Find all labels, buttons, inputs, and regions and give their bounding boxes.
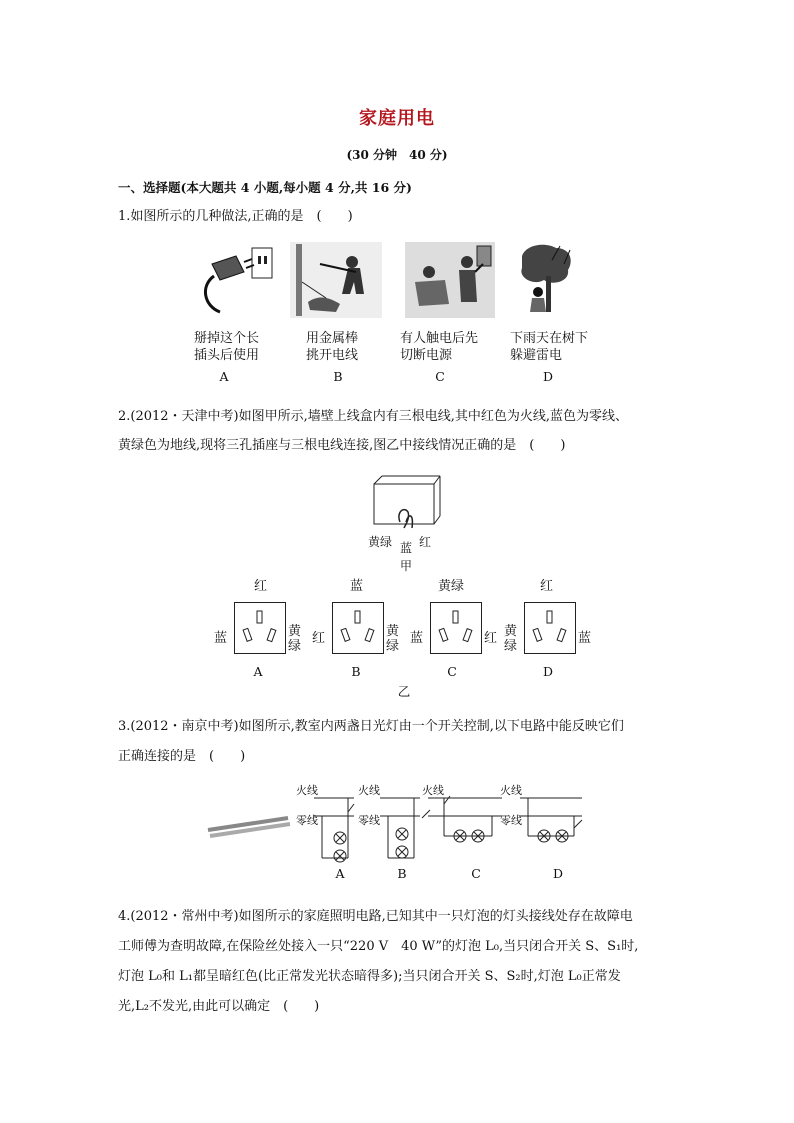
q3-b-fire-label: 火线 [358, 784, 380, 797]
socket-a-top-label: 红 [254, 579, 268, 594]
q3-c-fire-label: 火线 [422, 784, 444, 797]
q2-letter-c: C [447, 664, 457, 679]
socket-d-left-label: 黄 绿 [504, 624, 518, 654]
q2-box-label-red: 红 [419, 535, 432, 549]
q2-socket-c [410, 578, 500, 664]
socket-a-right-label: 黄 绿 [288, 624, 302, 654]
q3-d-zero-label: 零线 [500, 814, 522, 827]
q1-image-power-cut [405, 242, 495, 318]
q1-stem: 1.如图所示的几种做法,正确的是 ( ) [118, 209, 353, 224]
q1-letter-b: B [333, 369, 343, 384]
socket-c-left-label: 蓝 [410, 631, 424, 646]
q2-stem-line2: 黄绿色为地线,现将三孔插座与三根电线连接,图乙中接线情况正确的是 ( ) [118, 438, 566, 453]
q4-stem-line2: 工师傅为查明故障,在保险丝处接入一只“220 V 40 W”的灯泡 L₀,当只闭合开关 S、S₁时, [118, 939, 639, 954]
q3-fluorescent-tubes [204, 814, 292, 838]
section-heading: 一、选择题(本大题共 4 小题,每小题 4 分,共 16 分) [118, 180, 412, 195]
q3-d-fire-label: 火线 [500, 784, 522, 797]
socket-d-top-label: 红 [540, 579, 554, 594]
socket-a-left-label: 蓝 [214, 631, 228, 646]
q1-letter-a: A [219, 369, 229, 384]
q3-letter-c: C [471, 866, 481, 881]
q3-letter-d: D [552, 866, 564, 881]
q4-stem-line1: 4.(2012・常州中考)如图所示的家庭照明电路,已知其中一只灯泡的灯头接线处存在故障电 [118, 909, 633, 924]
q1-option-a-text: 掰掉这个长 插头后使用 [194, 331, 260, 363]
page-subtitle: (30 分钟 40 分) [346, 148, 448, 162]
socket-a-face [234, 602, 286, 654]
socket-b-face [332, 602, 384, 654]
q1-option-c-text: 有人触电后先 切断电源 [400, 331, 479, 363]
q2-box-label-yellow-green: 黄绿 [368, 535, 393, 549]
q2-figure-jia-caption: 甲 [400, 559, 413, 573]
q2-letter-a: A [253, 664, 263, 679]
q1-letter-c: C [435, 369, 445, 384]
socket-b-right-label: 黄 绿 [386, 624, 400, 654]
q2-socket-a [214, 578, 304, 664]
socket-c-top-label: 黄绿 [438, 579, 465, 594]
page-title: 家庭用电 [359, 108, 435, 129]
q3-a-zero-label: 零线 [296, 814, 318, 827]
q2-letter-d: D [542, 664, 554, 679]
q2-box-label-blue: 蓝 [400, 541, 413, 555]
q3-letter-a: A [335, 866, 345, 881]
q1-image-metal-rod [290, 242, 382, 318]
q2-letter-b: B [351, 664, 361, 679]
q4-stem-line4: 光,L₂不发光,由此可以确定 ( ) [118, 999, 320, 1014]
q1-letter-d: D [542, 369, 554, 384]
socket-c-face [430, 602, 482, 654]
q1-image-plug [196, 242, 282, 318]
q2-socket-b [312, 578, 402, 664]
q2-wall-box [370, 472, 442, 530]
q3-stem-line1: 3.(2012・南京中考)如图所示,教室内两盏日光灯由一个开关控制,以下电路中能反映它们 [118, 719, 624, 734]
socket-b-left-label: 红 [312, 631, 326, 646]
q1-option-b-text: 用金属棒 挑开电线 [306, 331, 359, 363]
q3-letter-b: B [397, 866, 407, 881]
q1-option-d-text: 下雨天在树下 躲避雷电 [510, 331, 589, 363]
q3-stem-line2: 正确连接的是 ( ) [118, 749, 246, 764]
q1-image-tree [516, 242, 576, 318]
q2-socket-d [504, 578, 594, 664]
socket-d-face [524, 602, 576, 654]
q3-a-fire-label: 火线 [296, 784, 318, 797]
socket-c-right-label: 红 [484, 631, 498, 646]
q2-figure-yi-caption: 乙 [397, 684, 411, 699]
q3-b-zero-label: 零线 [358, 814, 380, 827]
socket-d-right-label: 蓝 [578, 631, 592, 646]
q2-stem-line1: 2.(2012・天津中考)如图甲所示,墙壁上线盒内有三根电线,其中红色为火线,蓝色为零线、 [118, 409, 629, 424]
q4-stem-line3: 灯泡 L₀和 L₁都呈暗红色(比正常发光状态暗得多);当只闭合开关 S、S₂时,灯泡 L₀正常发 [118, 969, 621, 984]
socket-b-top-label: 蓝 [350, 579, 364, 594]
